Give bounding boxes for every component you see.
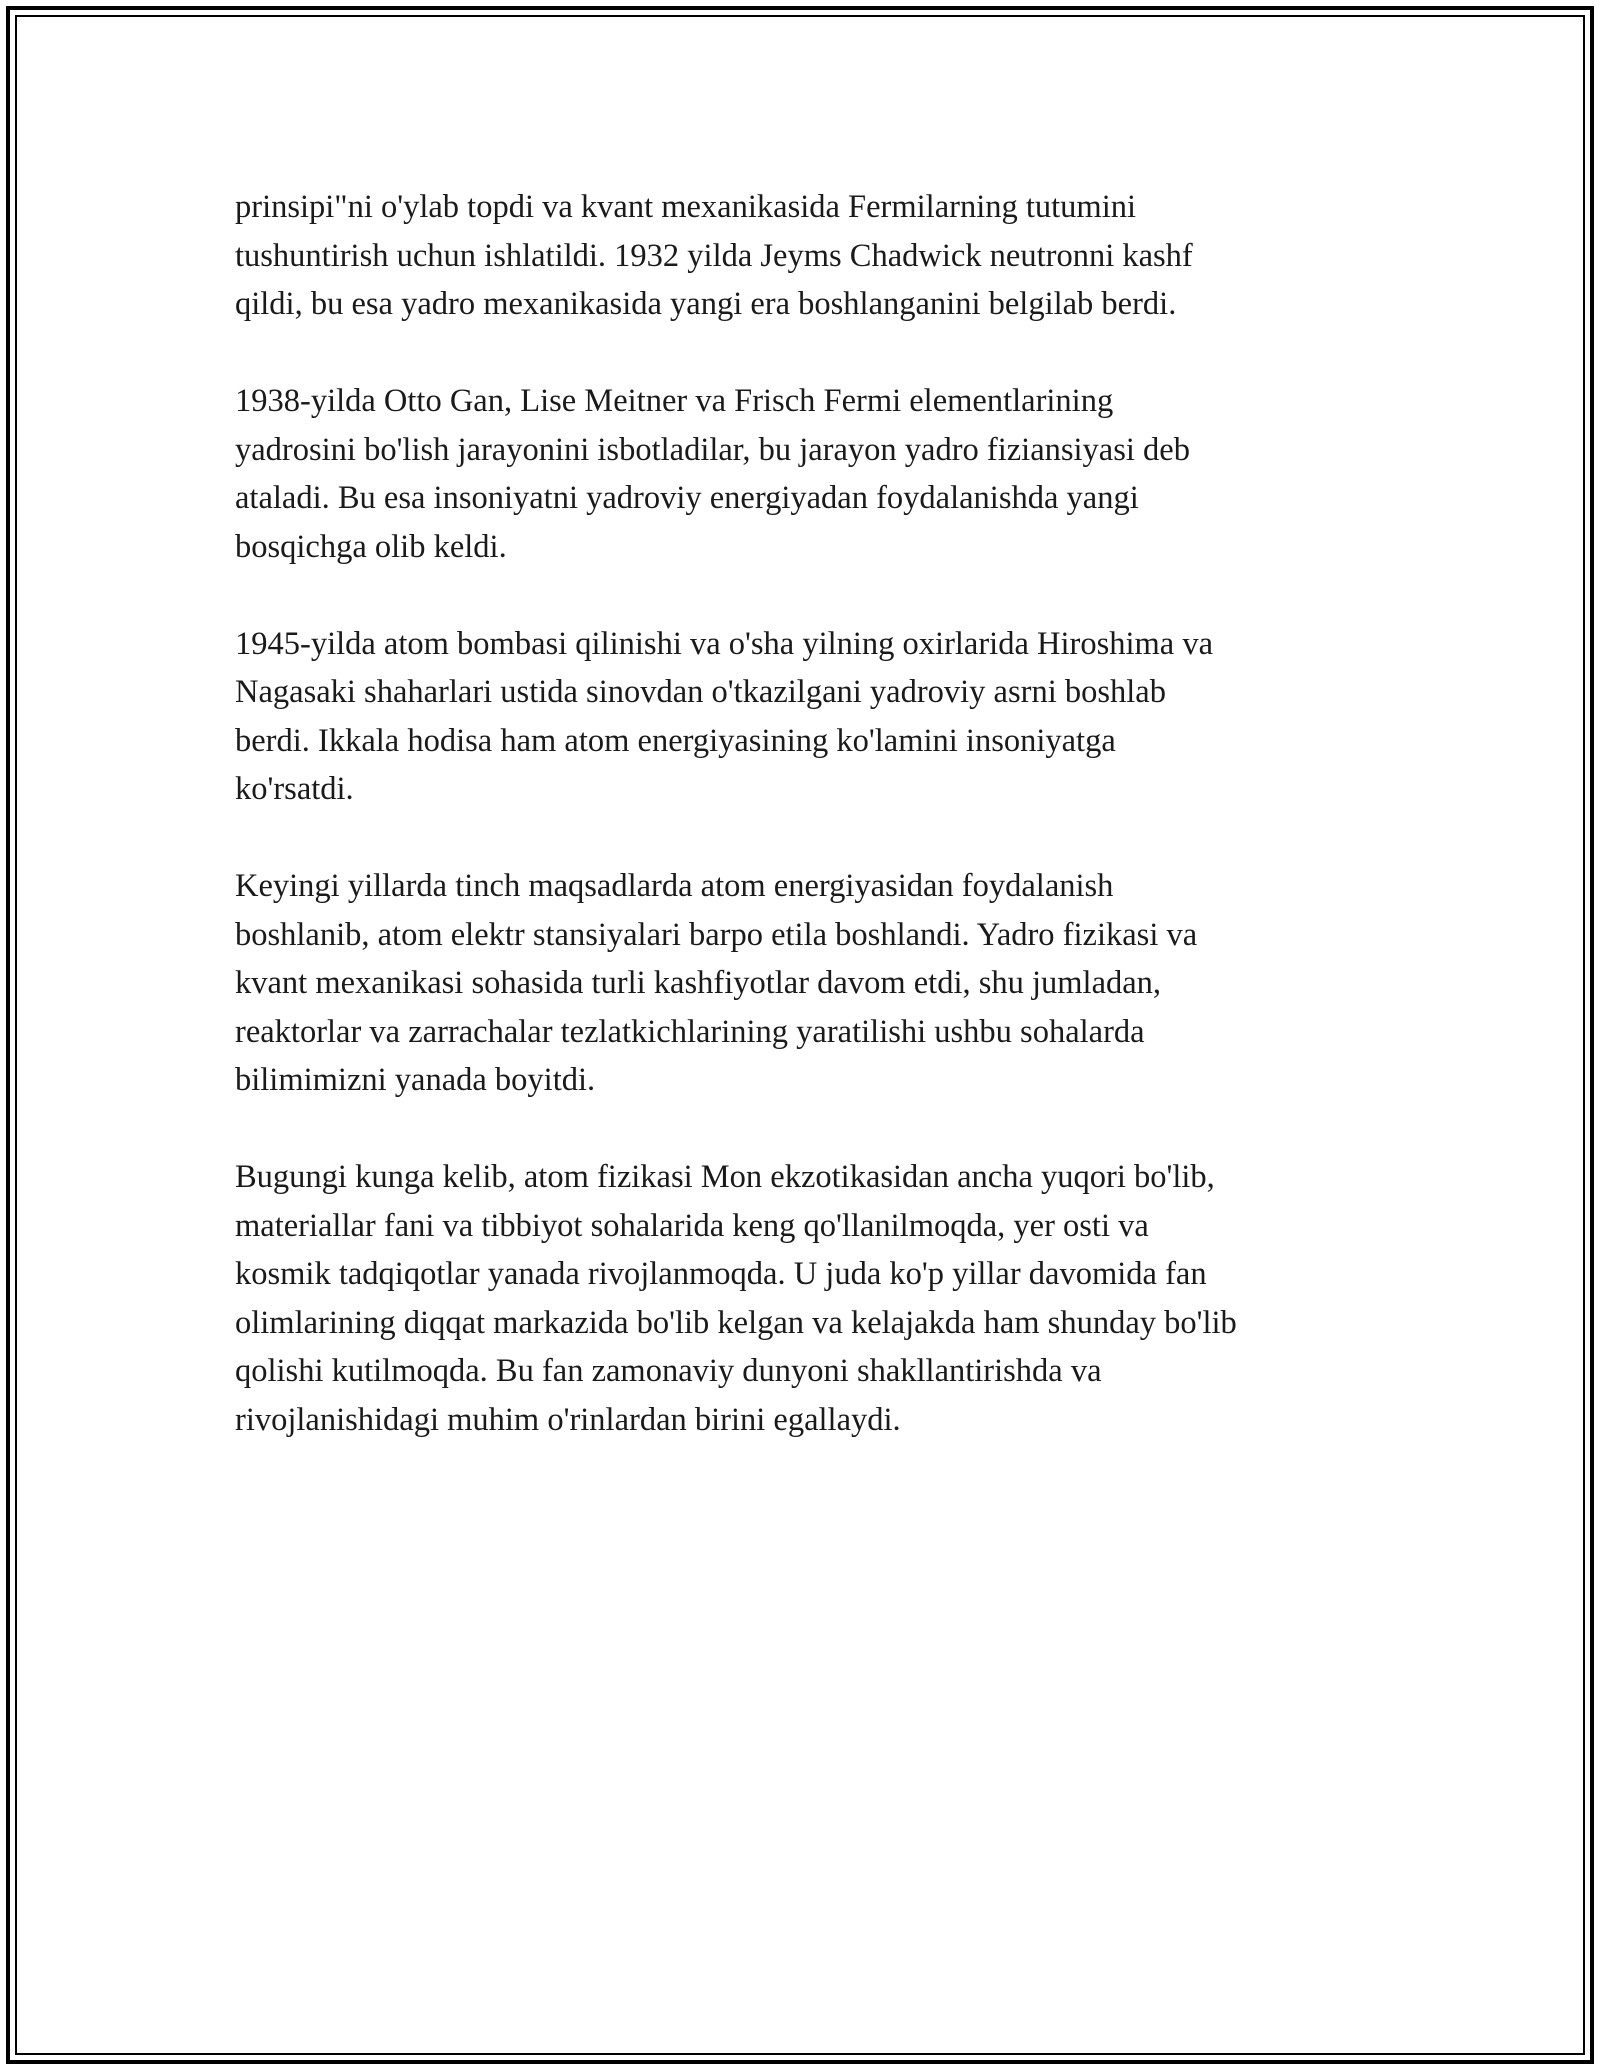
paragraph-3: 1945-yilda atom bombasi qilinishi va o'sha yilning oxirlarida Hiroshima va Nagasaki shaharlari ustida sinovdan o'tkazilgani yadroviy asrni boshlab berdi. Ikkala hodisa ham atom energiyasining ko'lamini insoniyatga ko'rsatdi. [235, 625, 1213, 807]
paragraph-2: 1938-yilda Otto Gan, Lise Meitner va Frisch Fermi elementlarining yadrosini bo'lish jarayonini isbotladilar, bu jarayon yadro fiziansiyasi deb ataladi. Bu esa insoniyatni yadroviy energiyadan foydalanishda yangi bosqichga olib keldi. [235, 383, 1190, 565]
document-body [235, 183, 1380, 1493]
paragraph-5: Bugungi kunga kelib, atom fizikasi Mon ekzotikasidan ancha yuqori bo'lib, materiallar fani va tibbiyot sohalarida keng qo'llanilmoqda, yer osti va kosmik tadqiqotlar yanada rivojlanmoqda. U juda ko'p yillar davomida fan olimlarining diqqat markazida bo'lib kelgan va kelajakda ham shunday bo'lib qolishi kutilmoqda. Bu fan zamonaviy dunyoni shakllantirishda va rivojlanishidagi muhim o'rinlardan birini egallaydi. [235, 1159, 1237, 1438]
paragraph-1: prinsipi"ni o'ylab topdi va kvant mexanikasida Fermilarning tutumini tushuntirish uchun ishlatildi. 1932 yilda Jeyms Chadwick neutronni kashf qildi, bu esa yadro mexanikasida yangi era boshlanganini belgilab berdi. [235, 189, 1193, 322]
paragraph-4: Keyingi yillarda tinch maqsadlarda atom energiyasidan foydalanish boshlanib, atom elektr stansiyalari barpo etila boshlandi. Yadro fizikasi va kvant mexanikasi sohasida turli kashfiyotlar davom etdi, shu jumladan, reaktorlar va zarrachalar tezlatkichlarining yaratilishi ushbu sohalarda bilimimizni yanada boyitdi. [235, 868, 1198, 1098]
